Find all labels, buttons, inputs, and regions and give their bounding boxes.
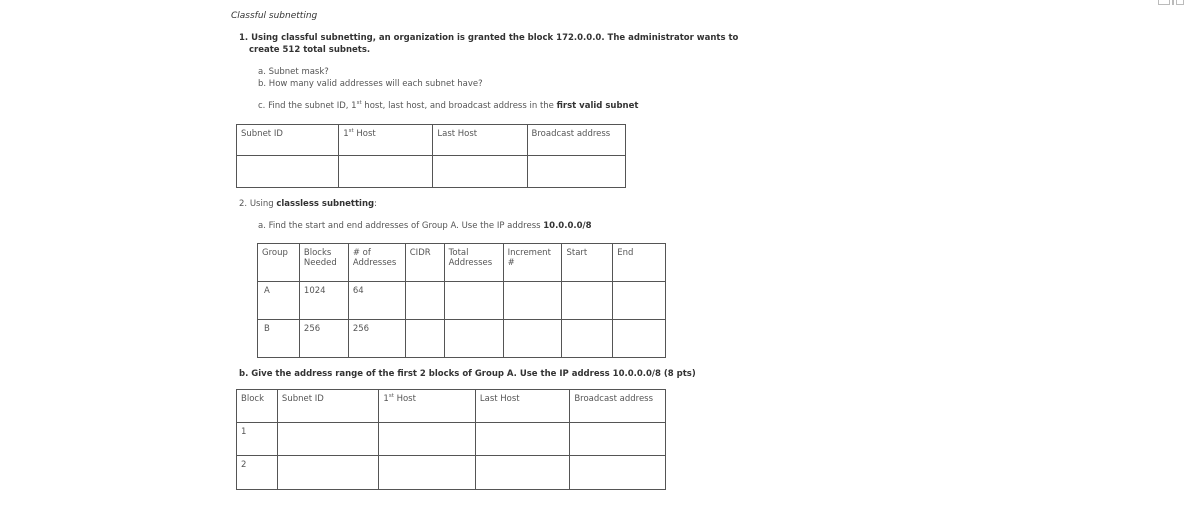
q2b-cell-last-host[interactable] — [475, 456, 569, 490]
q1-number: 1. — [239, 33, 249, 43]
q1-cell-first-host[interactable] — [339, 156, 433, 188]
q2-cell-cidr[interactable] — [405, 282, 444, 320]
table-row — [258, 282, 666, 320]
q1-part-c — [258, 101, 638, 111]
window-corner-icons — [1158, 0, 1198, 6]
q2-cell-group: B — [258, 320, 300, 358]
q2-cell-start[interactable] — [562, 320, 613, 358]
q2-th-start: Start — [562, 244, 613, 282]
q2-cell-increment[interactable] — [503, 282, 562, 320]
q2-group-table — [257, 243, 666, 358]
q2b-cell-subnet-id[interactable] — [277, 456, 379, 490]
q1-part-a: a. Subnet mask? — [258, 67, 329, 77]
q1-th-first-host-sup: st — [348, 128, 354, 135]
q1-part-c-prefix: c. Find the subnet ID, 1 — [258, 101, 357, 111]
q1-cell-broadcast[interactable] — [527, 156, 625, 188]
q2b-th-first-host-suffix: Host — [393, 394, 416, 404]
q2b-cell-first-host[interactable] — [379, 423, 475, 456]
q2-cell-blocks: 1024 — [299, 282, 348, 320]
q1-th-first-host — [339, 125, 433, 156]
q1-part-c-bold: first valid subnet — [556, 101, 639, 111]
q2-number: 2. — [239, 199, 248, 209]
q2-cell-blocks: 256 — [299, 320, 348, 358]
q2-group-header-row — [258, 244, 666, 282]
q1-cell-subnet-id[interactable] — [237, 156, 339, 188]
q2b-th-subnet-id: Subnet ID — [277, 390, 379, 423]
q1-text-line2: create 512 total subnets. — [249, 45, 371, 55]
restore-icon — [1158, 0, 1170, 5]
q2-th-addresses: # of Addresses — [348, 244, 405, 282]
q2-part-a-bold: 10.0.0.0/8 — [543, 221, 592, 231]
q2-lead: Using — [249, 199, 277, 209]
q2b-th-last-host: Last Host — [475, 390, 569, 423]
q1-part-c-sup: st — [356, 100, 362, 107]
table-row — [237, 423, 666, 456]
q2-cell-end[interactable] — [613, 320, 666, 358]
q2-cell-total[interactable] — [444, 282, 503, 320]
q2b-th-first-host-sup: st — [388, 393, 394, 400]
q1-th-subnet-id: Subnet ID — [237, 125, 339, 156]
q2-th-blocks: Blocks Needed — [299, 244, 348, 282]
q1-cell-last-host[interactable] — [433, 156, 527, 188]
q1-table — [236, 124, 626, 188]
q2b-cell-broadcast[interactable] — [570, 423, 666, 456]
q2-th-total: Total Addresses — [444, 244, 503, 282]
q1-th-broadcast: Broadcast address — [527, 125, 625, 156]
q1-th-first-host-num: 1 — [343, 129, 349, 139]
q2-cell-start[interactable] — [562, 282, 613, 320]
q2-part-b: b. Give the address range of the first 2 blocks of Group A. Use the IP address 10.0.0.0/8 (8 pts) — [239, 369, 696, 379]
q2-heading — [239, 199, 377, 209]
q1-part-b: b. How many valid addresses will each subnet have? — [258, 79, 483, 89]
q1-table-header-row — [237, 125, 626, 156]
q2-cell-end[interactable] — [613, 282, 666, 320]
q2-th-increment: Increment # — [503, 244, 562, 282]
q2b-cell-first-host[interactable] — [379, 456, 475, 490]
page-title: Classful subnetting — [231, 11, 318, 21]
q2b-th-first-host-num: 1 — [383, 394, 389, 404]
q2b-cell-subnet-id[interactable] — [277, 423, 379, 456]
q1-th-last-host: Last Host — [433, 125, 527, 156]
q2b-cell-block: 2 — [237, 456, 278, 490]
q2-th-end: End — [613, 244, 666, 282]
q2-blocks-header-row — [237, 390, 666, 423]
q2b-th-broadcast: Broadcast address — [570, 390, 666, 423]
flag-icon — [1176, 0, 1184, 5]
q2-cell-addresses: 256 — [348, 320, 405, 358]
q2-blocks-table — [236, 389, 666, 490]
q2-cell-total[interactable] — [444, 320, 503, 358]
q2-part-a-prefix: a. Find the start and end addresses of Group A. Use the IP address — [258, 221, 544, 231]
q2-th-cidr: CIDR — [405, 244, 444, 282]
q2-part-a — [258, 221, 592, 231]
q2b-cell-broadcast[interactable] — [570, 456, 666, 490]
q1-line1 — [239, 33, 738, 43]
q2-cell-increment[interactable] — [503, 320, 562, 358]
q2-trail: : — [374, 199, 377, 209]
q2b-cell-block: 1 — [237, 423, 278, 456]
table-row — [237, 456, 666, 490]
q2b-th-block: Block — [237, 390, 278, 423]
q2b-th-first-host — [379, 390, 475, 423]
q1-text-line1: Using classful subnetting, an organization is granted the block 172.0.0.0. The administrator wants to — [251, 33, 739, 43]
q2-bold: classless subnetting — [276, 199, 375, 209]
q2-cell-cidr[interactable] — [405, 320, 444, 358]
table-row — [258, 320, 666, 358]
divider-icon — [1172, 0, 1174, 5]
q2b-cell-last-host[interactable] — [475, 423, 569, 456]
q2-cell-group: A — [258, 282, 300, 320]
q1-table-row — [237, 156, 626, 188]
q1-part-c-middle: host, last host, and broadcast address in the — [361, 101, 557, 111]
q2-cell-addresses: 64 — [348, 282, 405, 320]
q2-th-group: Group — [258, 244, 300, 282]
q1-th-first-host-suffix: Host — [353, 129, 376, 139]
